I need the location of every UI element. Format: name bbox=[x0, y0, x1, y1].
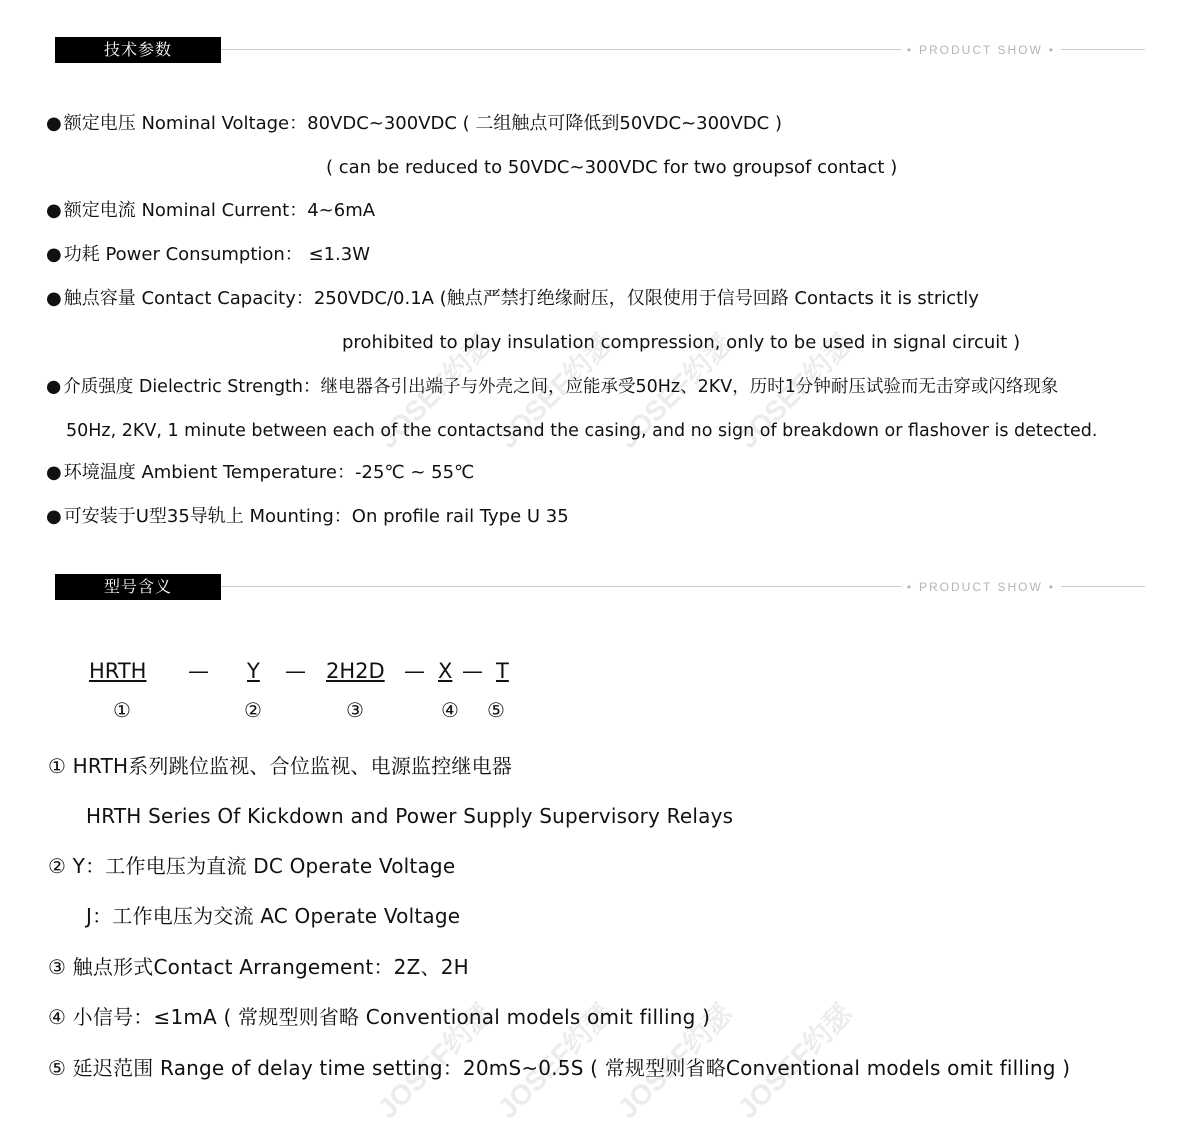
meaning-1-en: HRTH Series Of Kickdown and Power Supply Supervisory Relays bbox=[86, 804, 734, 828]
spec-contact-note: prohibited to play insulation compression, only to be used in signal circuit ) bbox=[342, 332, 1021, 353]
spec-contact bbox=[46, 288, 979, 310]
spec-text: 环境温度 Ambient Temperature：-25℃ ~ 55℃ bbox=[63, 462, 475, 483]
watermark: JOSEF约瑟 bbox=[611, 327, 739, 455]
section-title: 技术参数 bbox=[55, 37, 221, 63]
bullet-icon: ● bbox=[46, 200, 62, 221]
watermark: JOSEF约瑟 bbox=[491, 327, 619, 455]
watermark: JOSEF约瑟 bbox=[731, 997, 859, 1125]
section-header-model bbox=[55, 574, 1145, 600]
model-part-signal: X bbox=[438, 659, 453, 683]
bullet-icon: ● bbox=[46, 288, 62, 309]
model-number: ③ bbox=[346, 698, 364, 722]
model-number: ⑤ bbox=[487, 698, 505, 722]
watermark: JOSEF约瑟 bbox=[491, 997, 619, 1125]
bullet-icon: ● bbox=[46, 462, 62, 483]
model-number: ④ bbox=[441, 698, 459, 722]
spec-voltage-note: ( can be reduced to 50VDC~300VDC for two groupsof contact ) bbox=[326, 157, 898, 178]
model-dash: — bbox=[285, 659, 306, 683]
bullet-icon: ● bbox=[46, 377, 62, 397]
spec-power bbox=[46, 244, 370, 266]
meaning-1-cn: ① HRTH系列跳位监视、合位监视、电源监控继电器 bbox=[48, 754, 513, 778]
meaning-2-y: ② Y：工作电压为直流 DC Operate Voltage bbox=[48, 854, 456, 878]
spec-voltage bbox=[46, 113, 782, 135]
model-dash: — bbox=[404, 659, 425, 683]
watermark: JOSEF约瑟 bbox=[371, 997, 499, 1125]
watermark: JOSEF约瑟 bbox=[731, 327, 859, 455]
model-part-series: HRTH bbox=[89, 659, 147, 683]
model-dash: — bbox=[462, 659, 483, 683]
meaning-2-j: J：工作电压为交流 AC Operate Voltage bbox=[86, 904, 461, 928]
spec-current bbox=[46, 200, 375, 222]
spec-mounting bbox=[46, 506, 569, 528]
spec-text: 额定电压 Nominal Voltage：80VDC~300VDC ( 二组触点可降低到50VDC~300VDC ) bbox=[63, 113, 782, 134]
spec-text: 触点容量 Contact Capacity：250VDC/0.1A (触点严禁打绝缘耐压，仅限使用于信号回路 Contacts it is strictly bbox=[63, 288, 979, 309]
section-title: 型号含义 bbox=[55, 574, 221, 600]
watermark: JOSEF约瑟 bbox=[611, 997, 739, 1125]
spec-text: 额定电流 Nominal Current：4~6mA bbox=[63, 200, 376, 221]
watermark: JOSEF约瑟 bbox=[371, 327, 499, 455]
bullet-icon: ● bbox=[46, 506, 62, 527]
model-number: ① bbox=[113, 698, 131, 722]
meaning-3: ③ 触点形式Contact Arrangement：2Z、2H bbox=[48, 955, 469, 979]
model-number: ② bbox=[244, 698, 262, 722]
meaning-5: ⑤ 延迟范围 Range of delay time setting：20mS~0.5S ( 常规型则省略Conventional models omit filling ) bbox=[48, 1056, 1071, 1080]
bullet-icon: ● bbox=[46, 244, 62, 265]
section-tag: • PRODUCT SHOW • bbox=[901, 42, 1061, 58]
spec-text: 功耗 Power Consumption： ≤1.3W bbox=[63, 244, 371, 265]
section-tag: • PRODUCT SHOW • bbox=[901, 579, 1061, 595]
spec-temperature bbox=[46, 462, 474, 484]
bullet-icon: ● bbox=[46, 113, 62, 134]
model-part-delay: T bbox=[496, 659, 509, 683]
spec-text: 介质强度 Dielectric Strength：继电器各引出端子与外壳之间，应能承受50Hz、2KV，历时1分钟耐压试验而无击穿或闪络现象 bbox=[63, 377, 1059, 397]
model-part-contact: 2H2D bbox=[326, 659, 385, 683]
spec-dielectric-note: 50Hz, 2KV, 1 minute between each of the contactsand the casing, and no sign of breakdown or flashover is detected. bbox=[66, 421, 1098, 441]
meaning-4: ④ 小信号：≤1mA ( 常规型则省略 Conventional models omit filling ) bbox=[48, 1005, 711, 1029]
model-dash: — bbox=[188, 659, 209, 683]
spec-text: 可安装于U型35导轨上 Mounting：On profile rail Type U 35 bbox=[63, 506, 569, 527]
model-part-voltage: Y bbox=[247, 659, 260, 683]
spec-dielectric bbox=[46, 376, 1058, 398]
section-header-specs bbox=[55, 37, 1145, 63]
